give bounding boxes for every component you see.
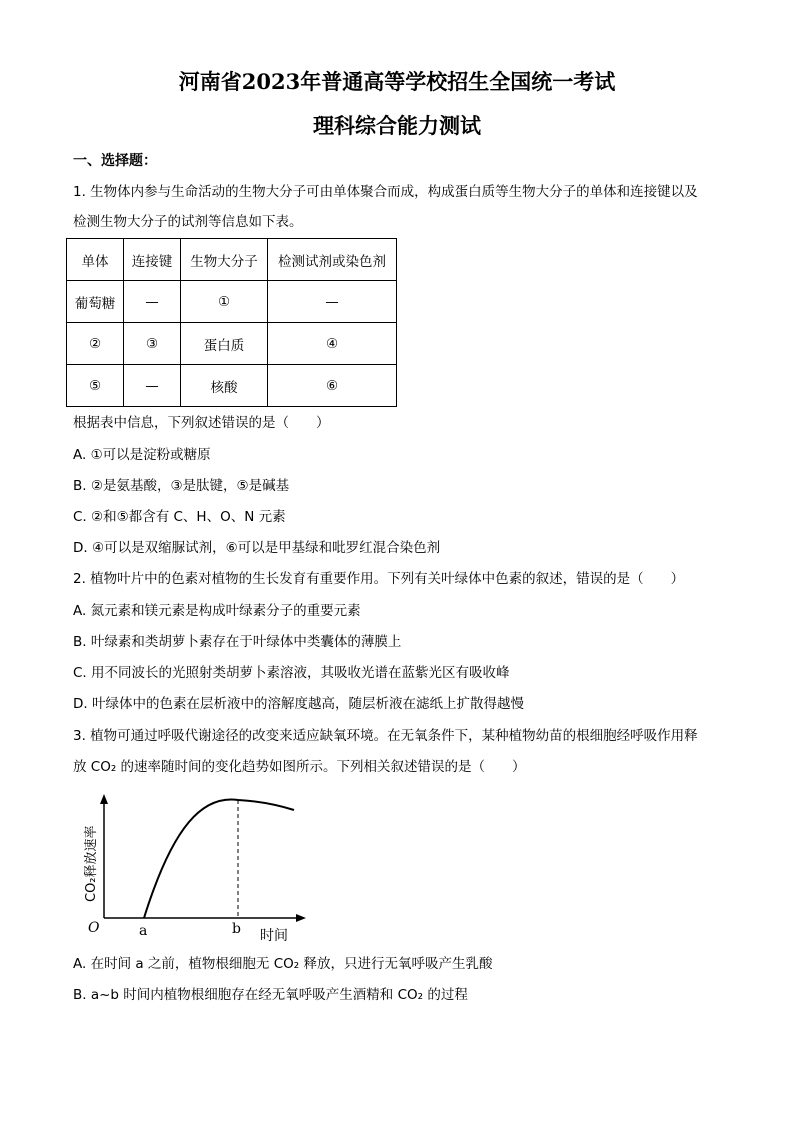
y-axis-arrow (100, 794, 108, 804)
table-row (67, 365, 397, 407)
section-heading: 一、选择题： (73, 153, 157, 169)
origin-label: O (88, 920, 100, 936)
q3-option-b: B. a~b 时间内植物根细胞存在经无氧呼吸产生酒精和 CO₂ 的过程 (73, 987, 468, 1003)
y-axis-label: CO₂释放速率 (84, 825, 99, 902)
q2-stem: 2. 植物叶片中的色素对植物的生长发育有重要作用。下列有关叶绿体中色素的叙述，错误的是（ ） (73, 571, 685, 587)
q3-option-a: A. 在时间 a 之前，植物根细胞无 CO₂ 释放，只进行无氧呼吸产生乳酸 (73, 956, 493, 972)
table-header-cell: 生物大分子 (181, 239, 268, 281)
x-axis-arrow (296, 914, 306, 922)
table-header-cell: 检测试剂或染色剂 (268, 239, 397, 281)
table-cell: ⑥ (268, 365, 397, 407)
exam-subtitle: 理科综合能力测试 (313, 113, 481, 138)
table-cell: 核酸 (181, 365, 268, 407)
b-label: b (232, 921, 241, 937)
table-cell: 蛋白质 (181, 323, 268, 365)
q1-info-table (66, 238, 397, 407)
q1-option-b: B. ②是氨基酸，③是肽键，⑤是碱基 (73, 478, 290, 494)
table-cell: 葡萄糖 (67, 281, 124, 323)
table-header-cell: 连接键 (124, 239, 181, 281)
table-cell: ② (67, 323, 124, 365)
rate-curve (144, 799, 294, 918)
table-cell: ① (181, 281, 268, 323)
a-label: a (139, 923, 148, 939)
table-header-row (67, 239, 397, 281)
table-cell: ⑤ (67, 365, 124, 407)
table-cell: ③ (124, 323, 181, 365)
table-cell: ④ (268, 323, 397, 365)
table-row (67, 323, 397, 365)
q2-option-c: C. 用不同波长的光照射类胡萝卜素溶液，其吸收光谱在蓝紫光区有吸收峰 (73, 665, 510, 681)
q1-stem-line2: 检测生物大分子的试剂等信息如下表。 (73, 214, 303, 230)
q1-option-c: C. ②和⑤都含有 C、H、O、N 元素 (73, 509, 286, 525)
table-row (67, 281, 397, 323)
q3-stem-line2: 放 CO₂ 的速率随时间的变化趋势如图所示。下列相关叙述错误的是（ ） (73, 759, 526, 775)
q2-option-d: D. 叶绿体中的色素在层析液中的溶解度越高，随层析液在滤纸上扩散得越慢 (73, 696, 524, 712)
table-cell: — (124, 281, 181, 323)
q1-stem-line1: 1. 生物体内参与生命活动的生物大分子可由单体聚合而成，构成蛋白质等生物大分子的单体和连接键以及 (73, 184, 698, 200)
table-header-cell: 单体 (67, 239, 124, 281)
q3-stem-line1: 3. 植物可通过呼吸代谢途径的改变来适应缺氧环境。在无氧条件下，某种植物幼苗的根细胞经呼吸作用释 (73, 728, 698, 744)
table-cell: — (268, 281, 397, 323)
table-cell: — (124, 365, 181, 407)
q1-option-a: A. ①可以是淀粉或糖原 (73, 447, 211, 463)
exam-title: 河南省2023年普通高等学校招生全国统一考试 (178, 69, 616, 94)
q1-prompt: 根据表中信息，下列叙述错误的是（ ） (73, 415, 330, 431)
co2-rate-graph (78, 790, 318, 950)
q2-option-b: B. 叶绿素和类胡萝卜素存在于叶绿体中类囊体的薄膜上 (73, 634, 402, 650)
x-axis-label: 时间 (260, 928, 288, 944)
q2-option-a: A. 氮元素和镁元素是构成叶绿素分子的重要元素 (73, 603, 361, 619)
q1-option-d: D. ④可以是双缩脲试剂，⑥可以是甲基绿和吡罗红混合染色剂 (73, 540, 441, 556)
